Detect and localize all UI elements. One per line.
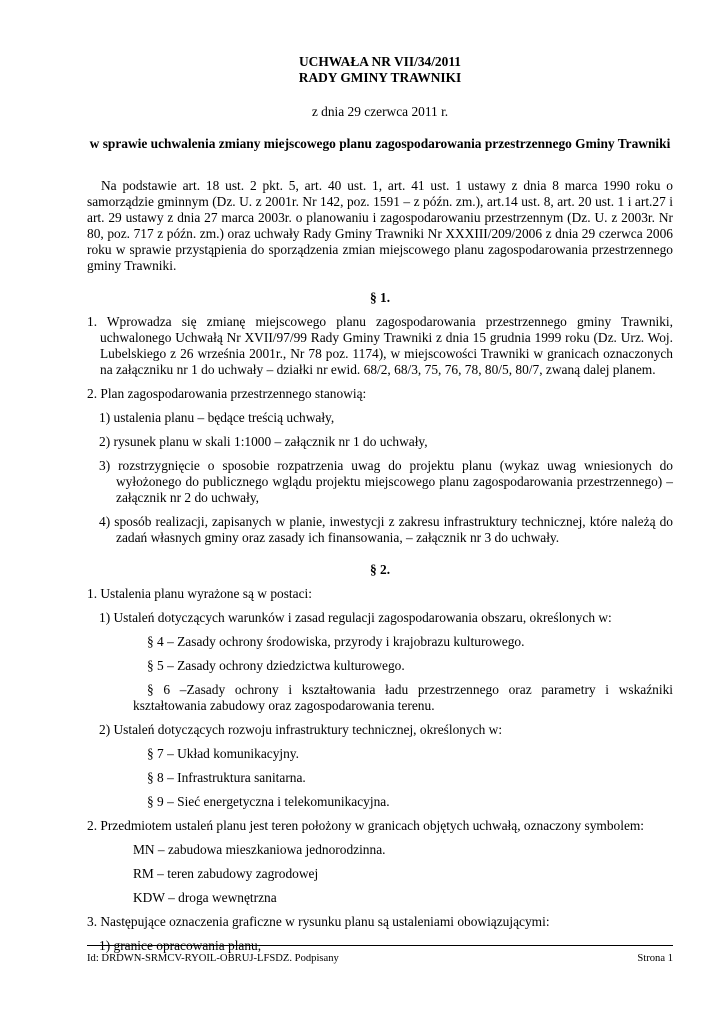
section-2-heading: § 2.: [369, 562, 391, 577]
section-ref-5: § 5 – Zasady ochrony dziedzictwa kulturowego.: [147, 658, 405, 673]
legal-basis-paragraph: Na podstawie art. 18 ust. 2 pkt. 5, art. 40 ust. 1, art. 41 ust. 1 ustawy z dnia 8 marca 1990 roku o samorządzie gminnym (Dz. U. z 2001r. Nr 142, poz. 1591 – z późn. zm.), art.14 ust. 8, art. 20 ust. 1 i art.27 i art. 29 ustawy z dnia 27 marca 2003r. o planowaniu i zagospodarowaniu przestrzennym (Dz. U. z 2003r. Nr 80, poz. 717 z późn. zm.) oraz uchwały Rady Gminy Trawniki Nr XXXIII/209/2006 z dnia 29 czerwca 2006 roku w sprawie przystąpienia do sporządzenia zmian miejscowego planu zagospodarowania przestrzennego gminy Trawniki.: [87, 178, 673, 273]
section-1-subitem-2: 2) rysunek planu w skali 1:1000 – załącznik nr 1 do uchwały,: [99, 434, 428, 449]
section-1-item-2: 2. Plan zagospodarowania przestrzennego stanowią:: [87, 386, 367, 401]
section-1-subitem-4: 4) sposób realizacji, zapisanych w planie, inwestycji z zakresu infrastruktury technicznej, które należą do zadań własnych gminy oraz zasady ich finansowania, – załącznik nr 3 do uchwały.: [99, 514, 673, 545]
section-ref-4: § 4 – Zasady ochrony środowiska, przyrody i krajobrazu kulturowego.: [147, 634, 525, 649]
resolution-title: UCHWAŁA NR VII/34/2011: [299, 54, 461, 69]
resolution-subject: w sprawie uchwalenia zmiany miejscowego planu zagospodarowania przestrzennego Gminy Trawniki: [89, 136, 671, 151]
section-2-item-1: 1. Ustalenia planu wyrażone są w postaci:: [87, 586, 312, 601]
section-ref-8: § 8 – Infrastruktura sanitarna.: [147, 770, 306, 785]
document-id: Id: DRDWN-SRMCV-RYOIL-OBRUJ-LFSDZ. Podpisany: [87, 953, 339, 964]
section-ref-6: § 6 –Zasady ochrony i kształtowania ładu przestrzennego oraz parametry i wskaźniki kształtowania zabudowy oraz zagospodarowania terenu.: [133, 682, 673, 713]
section-2-item-3: 3. Następujące oznaczenia graficzne w rysunku planu są ustaleniami obowiązującymi:: [87, 914, 550, 929]
council-name: RADY GMINY TRAWNIKI: [298, 70, 462, 85]
page-number: Strona 1: [637, 953, 673, 964]
section-1-subitem-3: 3) rozstrzygnięcie o sposobie rozpatrzenia uwag do projektu planu (wykaz uwag wniesionych do wyłożonego do publicznego wglądu projektu miejscowego planu zagospodarowania przestrzennego) – załącznik nr 2 do uchwały,: [99, 458, 673, 505]
symbol-rm: RM – teren zabudowy zagrodowej: [133, 866, 319, 881]
section-2-item-3-subitem-1: 1) granice opracowania planu,: [99, 938, 262, 953]
section-ref-9: § 9 – Sieć energetyczna i telekomunikacyjna.: [147, 794, 390, 809]
section-2-item-2: 2. Przedmiotem ustaleń planu jest teren położony w granicach objętych uchwałą, oznaczony symbolem:: [87, 818, 645, 833]
document-page: [87, 54, 673, 954]
section-1-item-1: 1. Wprowadza się zmianę miejscowego planu zagospodarowania przestrzennego gminy Trawniki, uchwalonego Uchwałą Nr XVII/97/99 Rady Gminy Trawniki z dnia 15 grudnia 1999 roku (Dz. Urz. Woj. Lubelskiego z 26 września 2001r., Nr 78 poz. 1174), w miejscowości Trawniki w granicach oznaczonych na załączniku nr 1 do uchwały – działki nr ewid. 68/2, 68/3, 75, 76, 78, 80/5, 80/7, zwaną dalej planem.: [87, 314, 673, 377]
section-2-subitem-2: 2) Ustaleń dotyczących rozwoju infrastruktury technicznej, określonych w:: [99, 722, 503, 737]
section-ref-7: § 7 – Układ komunikacyjny.: [147, 746, 299, 761]
section-2-subitem-1: 1) Ustaleń dotyczących warunków i zasad regulacji zagospodarowania obszaru, określonych w:: [99, 610, 612, 625]
section-1-subitem-1: 1) ustalenia planu – będące treścią uchwały,: [99, 410, 335, 425]
symbol-kdw: KDW – droga wewnętrzna: [133, 890, 277, 905]
section-1-heading: § 1.: [369, 290, 391, 305]
footer-divider: [87, 945, 673, 946]
resolution-date: z dnia 29 czerwca 2011 r.: [311, 104, 449, 119]
symbol-mn: MN – zabudowa mieszkaniowa jednorodzinna.: [133, 842, 386, 857]
